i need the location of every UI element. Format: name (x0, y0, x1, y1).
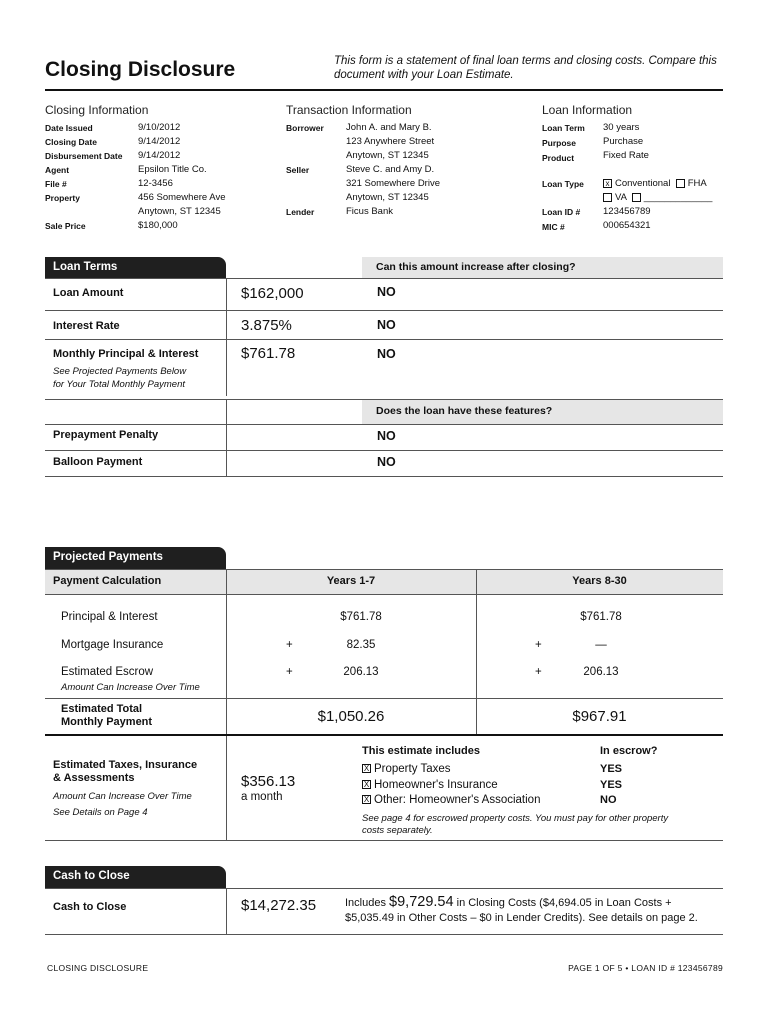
lender-label: Lender (286, 207, 315, 217)
total-years-1-7: $1,050.26 (317, 708, 385, 725)
interest-rate-answer: NO (377, 318, 396, 332)
borrower-block: John A. and Mary B. 123 Anywhere Street Anytown, ST 12345 (346, 122, 435, 161)
escrow-footnote: See page 4 for escrowed property costs. You must pay for other property costs separately. (362, 813, 669, 836)
closing-info-key: Disbursement Date (45, 151, 123, 161)
closing-info-key: Sale Price (45, 221, 86, 231)
lender-value: Ficus Bank (346, 206, 393, 217)
escrow-label: Estimated Escrow (61, 666, 154, 678)
payment-calc-label: Payment Calculation (53, 575, 162, 587)
divider (45, 734, 723, 736)
increase-question: Can this amount increase after closing? (362, 257, 723, 278)
divider (45, 310, 723, 311)
monthly-pi-value: $761.78 (241, 345, 296, 362)
closing-info-value: Anytown, ST 12345 (138, 206, 221, 217)
escrow-note: Amount Can Increase Over Time (61, 682, 200, 693)
divider (226, 278, 227, 396)
loan-amount-answer: NO (377, 285, 396, 299)
interest-rate-value: 3.875% (241, 317, 292, 334)
divider (45, 450, 723, 451)
years-8-30-header: Years 8-30 (572, 575, 627, 587)
mi-label: Mortgage Insurance (61, 639, 164, 651)
divider (226, 736, 227, 840)
estimate-item: X Other: Homeowner's Association (363, 794, 541, 806)
features-question: Does the loan have these features? (362, 400, 723, 424)
loan-type-options: x Conventional FHA VA _____________ (603, 177, 712, 205)
projected-payments-tab: Projected Payments (45, 547, 226, 569)
divider (45, 278, 723, 279)
closing-costs-summary: Includes $9,729.54 in Closing Costs ($4,694.05 in Loan Costs + $5,035.49 in Other Costs – $0 in Lender Credits). See details on page 2. (345, 894, 698, 924)
prepayment-answer: NO (377, 429, 396, 443)
mi-years-8-30: — (595, 639, 607, 651)
page-title: Closing Disclosure (45, 58, 236, 81)
loan-amount-value: $162,000 (241, 285, 304, 302)
loan-terms-tab: Loan Terms (45, 257, 226, 279)
closing-info-row (45, 205, 226, 219)
closing-info-key: Agent (45, 165, 70, 175)
footer-left: CLOSING DISCLOSURE (47, 963, 149, 973)
closing-info-row (45, 177, 226, 191)
divider (226, 888, 227, 934)
closing-info-value: $180,000 (138, 220, 178, 231)
pi-label: Principal & Interest (61, 611, 158, 623)
closing-info-row (45, 121, 226, 135)
escrow-plus-2: + (535, 666, 542, 678)
escrow-answers: YES YES NO (600, 763, 623, 806)
closing-info-list (45, 121, 226, 233)
closing-info-value: 9/14/2012 (138, 136, 181, 147)
balloon-answer: NO (377, 455, 396, 469)
divider (45, 698, 723, 699)
closing-info-row (45, 219, 226, 233)
escrow-years-8-30: 206.13 (583, 666, 619, 678)
estimate-items (362, 762, 540, 809)
years-1-7-header: Years 1-7 (326, 575, 376, 587)
divider (226, 400, 227, 476)
other-type-checkbox[interactable] (632, 193, 641, 202)
closing-info-row (45, 149, 226, 163)
estimate-item: X Property Taxes (363, 763, 451, 775)
mi-plus-2: + (535, 639, 542, 651)
mi-years-1-7: 82.35 (346, 639, 376, 651)
total-payment-label: Estimated Total Monthly Payment (61, 703, 153, 728)
cash-to-close-label: Cash to Close (53, 901, 127, 913)
conventional-checkbox[interactable]: x (603, 179, 612, 188)
divider (45, 424, 723, 425)
loan-amount-label: Loan Amount (53, 287, 124, 299)
pi-years-1-7: $761.78 (340, 611, 382, 623)
closing-info-key: Property (45, 193, 80, 203)
closing-info-key (45, 205, 138, 219)
header-rule (45, 89, 723, 91)
closing-info-row (45, 163, 226, 177)
taxes-insurance-amount: $356.13 (241, 773, 296, 790)
monthly-pi-note: See Projected Payments Below for Your Total Monthly Payment (53, 366, 187, 390)
loan-info-heading: Loan Information (542, 103, 633, 117)
divider (45, 934, 723, 935)
taxes-insurance-period: a month (241, 791, 283, 803)
pi-years-8-30: $761.78 (580, 611, 622, 623)
loan-info-labels: Loan Term Purpose Product (542, 123, 585, 163)
loan-info-values: 30 years Purchase Fixed Rate (603, 122, 649, 161)
homeowners-insurance-checkbox[interactable]: X (363, 779, 370, 789)
interest-rate-label: Interest Rate (53, 320, 120, 332)
borrower-label: Borrower (286, 123, 324, 133)
seller-label: Seller (286, 165, 310, 175)
divider (45, 476, 723, 477)
escrow-years-1-7: 206.13 (343, 666, 379, 678)
monthly-pi-answer: NO (377, 347, 396, 361)
loan-id-values: 123456789 000654321 (603, 206, 651, 231)
property-taxes-checkbox[interactable]: X (363, 764, 370, 774)
cash-to-close-amount: $14,272.35 (241, 897, 317, 914)
prepayment-label: Prepayment Penalty (53, 429, 159, 441)
cash-to-close-tab: Cash to Close (45, 866, 226, 888)
closing-info-heading: Closing Information (45, 103, 149, 117)
loan-type-label: Loan Type (542, 179, 584, 189)
divider (45, 888, 723, 889)
closing-info-row (45, 191, 226, 205)
footer-right: PAGE 1 OF 5 • LOAN ID # 123456789 (568, 963, 723, 973)
in-escrow-heading: In escrow? (600, 745, 658, 757)
total-years-8-30: $967.91 (572, 708, 627, 725)
seller-block: Steve C. and Amy D. 321 Somewhere Drive Anytown, ST 12345 (346, 164, 440, 203)
va-checkbox[interactable] (603, 193, 612, 202)
hoa-checkbox[interactable]: X (363, 795, 370, 805)
closing-info-row (45, 135, 226, 149)
closing-info-value: 9/10/2012 (138, 122, 181, 133)
monthly-pi-label: Monthly Principal & Interest (53, 348, 199, 360)
mi-plus-1: + (286, 639, 293, 651)
divider (45, 840, 723, 841)
divider (45, 339, 723, 340)
balloon-label: Balloon Payment (53, 456, 143, 468)
closing-info-key: Date Issued (45, 123, 93, 133)
transaction-info-heading: Transaction Information (286, 103, 412, 117)
escrow-plus-1: + (286, 666, 293, 678)
taxes-insurance-label: Estimated Taxes, Insurance & Assessments (53, 759, 198, 784)
closing-info-value: Epsilon Title Co. (138, 164, 207, 175)
estimate-includes-heading: This estimate includes (362, 745, 480, 757)
estimate-item: X Homeowner's Insurance (363, 778, 498, 791)
closing-info-key: Closing Date (45, 137, 97, 147)
taxes-insurance-note: Amount Can Increase Over Time See Details on Page 4 (53, 791, 192, 818)
closing-info-key: File # (45, 179, 67, 189)
closing-info-value: 456 Somewhere Ave (138, 192, 226, 203)
loan-id-labels: Loan ID # MIC # (542, 207, 581, 232)
closing-info-value: 9/14/2012 (138, 150, 181, 161)
closing-info-value: 12-3456 (138, 178, 173, 189)
intro-text: This form is a statement of final loan terms and closing costs. Compare this document with your Loan Estimate. (334, 55, 717, 81)
fha-checkbox[interactable] (676, 179, 685, 188)
